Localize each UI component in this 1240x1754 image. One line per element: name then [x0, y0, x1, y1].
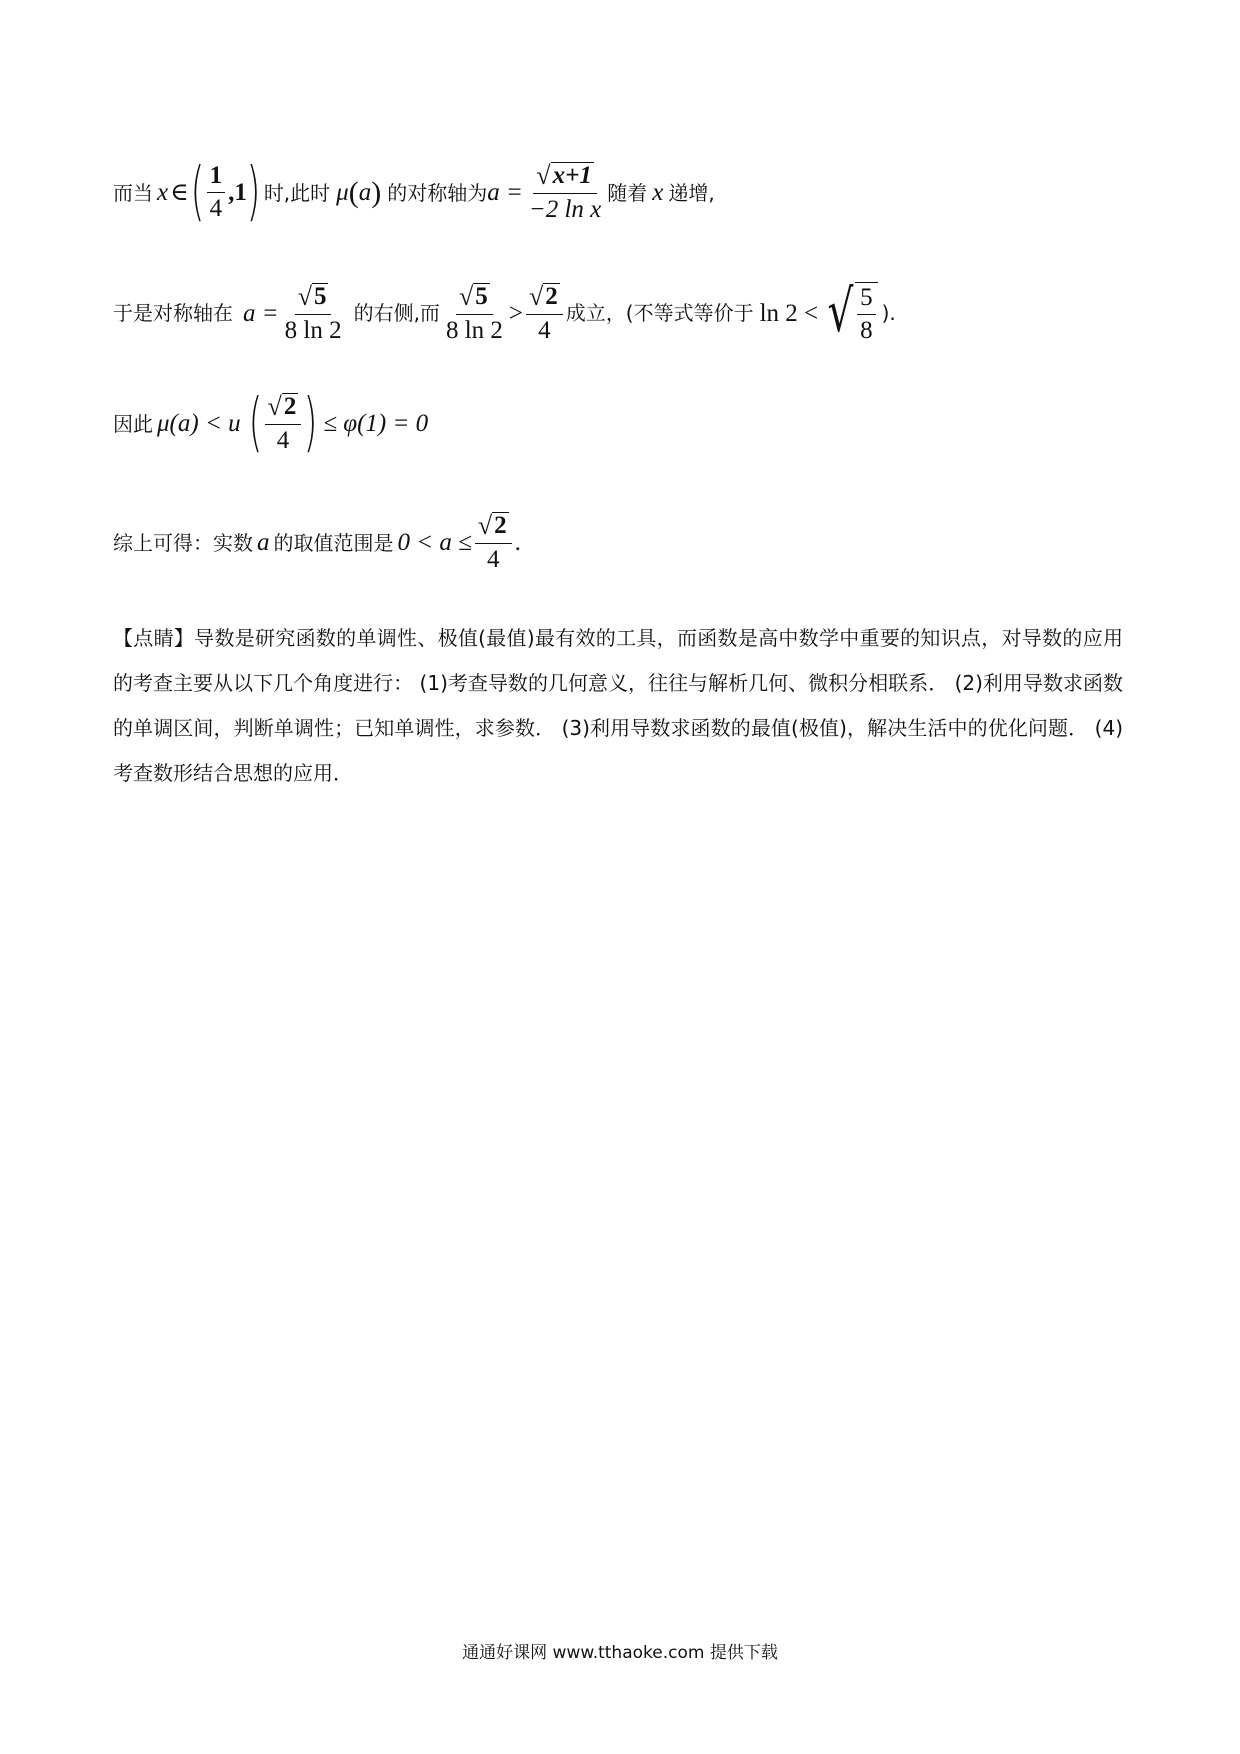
radical-sign: √: [477, 511, 493, 540]
math-in: ∈: [170, 179, 189, 207]
fraction-denominator: 8 ln 2: [284, 316, 342, 344]
math-ln2: ln 2 <: [759, 299, 819, 327]
sqrt-fraction: [822, 277, 877, 345]
line-2: [113, 277, 896, 345]
fraction-denominator: 4: [538, 316, 551, 344]
sqrt: [536, 162, 594, 189]
math-inequality: 0 < a ≤: [397, 529, 472, 557]
line-3: [113, 385, 429, 460]
fraction-root5-8ln2: [282, 283, 345, 345]
line-4: [113, 512, 521, 574]
radicand: x+1: [552, 162, 592, 190]
radicand: 2: [283, 393, 297, 421]
math-gt: >: [508, 299, 523, 327]
text: 的取值范围是: [273, 530, 394, 555]
fraction-numerator: [526, 283, 563, 315]
text: 随着: [607, 180, 648, 205]
radicand: [855, 282, 878, 345]
fraction-numerator: 1: [207, 163, 226, 193]
period: .: [514, 529, 521, 557]
fraction-root5-8ln2: [443, 283, 506, 345]
radical-sign: √: [827, 277, 854, 345]
math-eq: a =: [243, 299, 279, 327]
fraction-numerator: [475, 512, 512, 544]
math-expression: μ(a) < u: [157, 410, 241, 438]
text: 时,此时: [263, 180, 331, 205]
text: 成立，(不等式等价于: [565, 301, 754, 326]
sqrt: [478, 512, 509, 539]
fraction-denominator: 4: [276, 427, 290, 455]
fraction-quarter: [207, 163, 226, 223]
text: 因此: [113, 411, 153, 436]
fraction-numerator: 5: [857, 285, 876, 315]
text: 的对称轴为: [387, 180, 488, 205]
fraction-root2-4: [475, 512, 512, 574]
sqrt: [459, 283, 490, 310]
right-paren: ): [303, 385, 318, 460]
text: 的右侧,而: [353, 301, 440, 326]
math-a: a: [358, 179, 372, 207]
fraction-denominator: −2 ln x: [528, 196, 602, 224]
radicand: 2: [545, 282, 558, 310]
fraction-denominator: 4: [209, 195, 223, 223]
note-text: 【点睛】导数是研究函数的单调性、极值(最值)最有效的工具，而函数是高中数学中重要的知识点，对导数的应用的考查主要从以下几个角度进行： (1)考查导数的几何意义，往往与解析几何、微积分相联系． (2)利用导数求函数的单调区间，判断单调性；已知单调性，求参数． (3)利用导数求函数的最值(极值)，解决生活中的优化问题． (4)考查数形结合思想的应用．: [113, 626, 1123, 785]
fraction-numerator: [295, 283, 332, 315]
fraction-denominator: 8 ln 2: [445, 316, 503, 344]
fraction-root2-4: [526, 283, 563, 345]
math-expression: ≤ φ(1) = 0: [323, 410, 429, 438]
math-var-x: x: [652, 179, 664, 207]
line-1: [113, 154, 715, 229]
sqrt: [298, 283, 329, 310]
radical-sign: √: [459, 281, 474, 311]
radical-sign: √: [536, 161, 551, 190]
text: 综上可得：实数: [113, 530, 253, 555]
note-paragraph: [113, 616, 1123, 796]
radicand: 2: [494, 512, 507, 540]
sqrt: [529, 283, 560, 310]
text: 于是对称轴在: [113, 301, 233, 326]
math-mu: μ: [336, 179, 349, 207]
fraction-denominator: 4: [486, 546, 500, 574]
text: 而当: [113, 180, 153, 205]
radical-sign: √: [267, 392, 282, 421]
fraction-root2-4: [265, 393, 302, 455]
left-paren: (: [190, 154, 204, 229]
fraction-axis: [526, 162, 604, 224]
fraction-numerator: [533, 162, 597, 194]
footer-source: 通通好课网 www.tthaoke.com 提供下载: [462, 1643, 778, 1663]
fraction-numerator: [265, 393, 302, 425]
interval-tail: ,1: [228, 179, 247, 207]
math-a: a: [257, 529, 270, 557]
fraction-5-8: [857, 285, 876, 345]
right-paren: ): [246, 154, 261, 229]
left-paren: (: [248, 385, 262, 460]
radical-sign: √: [297, 281, 312, 311]
text: 递增,: [668, 180, 715, 205]
radicand: 5: [475, 282, 488, 310]
text: ).: [881, 301, 896, 326]
math-var-x: x: [157, 179, 169, 207]
radical-sign: √: [529, 281, 544, 311]
paren: ): [371, 175, 382, 209]
fraction-numerator: [456, 283, 493, 315]
math-eq: a =: [487, 179, 523, 207]
fraction-denominator: 8: [860, 317, 873, 345]
radicand: 5: [313, 282, 327, 310]
sqrt: [268, 393, 299, 420]
paren: (: [348, 175, 359, 209]
